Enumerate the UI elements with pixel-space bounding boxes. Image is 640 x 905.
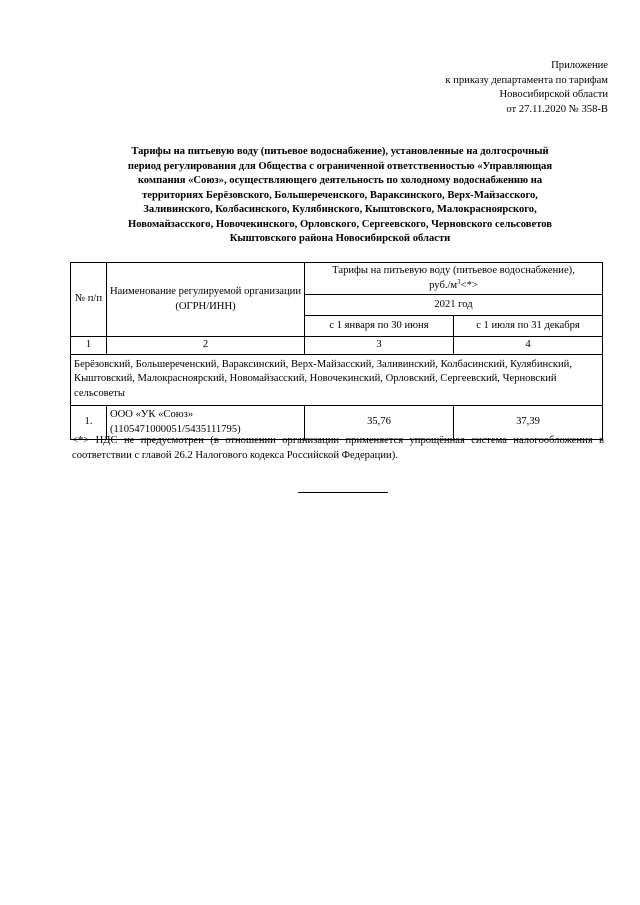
col-number: 4 [454,337,603,355]
title-line: Заливинского, Колбасинского, Кулябинского, Кыштовского, Малокрасноярского, [143,204,537,215]
header-period-1: с 1 января по 30 июня [305,316,454,337]
header-period-2: с 1 июля по 31 декабря [454,316,603,337]
row-org-ids: (1105471000051/5435111795) [110,423,241,435]
row-org-name: ООО «УК «Союз» [110,409,194,420]
header-line: Новосибирской области [499,89,608,100]
end-rule [298,492,388,493]
row-value-2: 37,39 [454,406,603,440]
header-num: № п/п [71,263,107,337]
document-title [60,145,620,247]
title-line: территориях Берёзовского, Большереченского, Вараксинского, Верх-Майзасского, [142,189,538,201]
col-number: 1 [71,337,107,355]
row-value-1: 35,76 [305,406,454,440]
header-tariff-unit-sup: 3 [457,277,461,286]
header-tariff [305,263,603,295]
col-number: 2 [107,337,305,355]
title-line: период регулирования для Общества с ограниченной ответственностью «Управляющая [127,160,553,172]
header-line: Приложение [551,60,608,71]
group-row [71,354,603,406]
header-tariff-note: <*> [460,279,478,291]
title-line: компания «Союз», осуществляющего деятельность по холодному водоснабжению на [137,175,543,186]
title-line: Тарифы на питьевую воду (питьевое водоснабжение), установленные на долгосрочный [131,146,549,157]
header-year: 2021 год [305,295,603,316]
header-org: Наименование регулируемой организации (ОГРН/ИНН) [107,263,305,337]
group-label: Берёзовский, Большереченский, Вараксинский, Верх-Майзасский, Заливинский, Колбасинский, Кулябинский, Кыштовский, Малокрасноярский, Новомайзасский, Новочекинский, Орловский, Сергеевский, Черновский сельсоветы [71,354,603,406]
tariff-table [70,262,603,440]
column-number-row [71,337,603,355]
header-tariff-unit: руб./м [429,279,458,291]
title-line: Новомайзасского, Новочекинского, Орловского, Сергеевского, Черновского сельсоветов [127,218,553,230]
header-tariff-main: Тарифы на питьевую воду (питьевое водоснабжение), [332,265,575,276]
appendix-header [445,59,608,117]
row-num: 1. [71,406,107,440]
footnote: <*> НДС не предусмотрен (в отношении организации применяется упрощённая система налогообложения в соответствии с главой 26.2 Налогового кодекса Российской Федерации). [72,435,604,461]
col-number: 3 [305,337,454,355]
header-line: к приказу департамента по тарифам [445,74,608,86]
header-line: от 27.11.2020 № 358-В [506,103,608,115]
title-line: Кыштовского района Новосибирской области [229,233,451,244]
